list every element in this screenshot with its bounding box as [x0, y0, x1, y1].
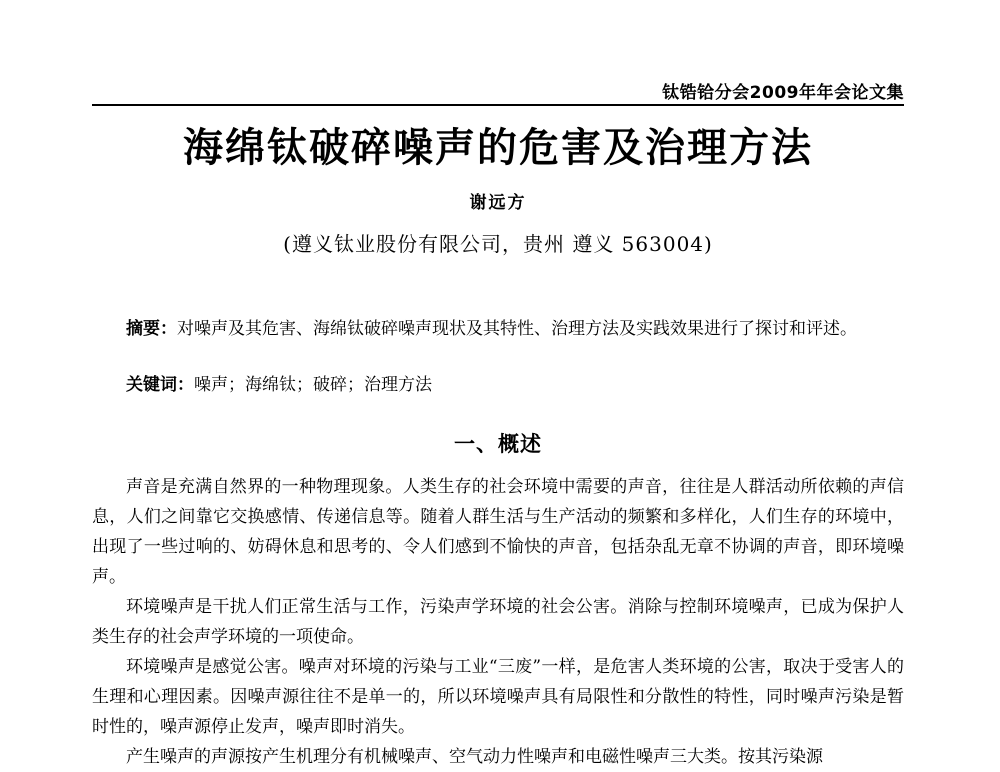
journal-header: 钛锆铪分会2009年年会论文集 [662, 83, 904, 103]
affiliation: (遵义钛业股份有限公司，贵州 遵义 563004) [283, 232, 713, 256]
paragraph: 环境噪声是干扰人们正常生活与工作，污染声学环境的社会公害。消除与控制环境噪声，已成为保护人类生存的社会声学环境的一项使命。 [92, 597, 904, 647]
header-rule [92, 104, 904, 106]
keywords-label: 关键词： [126, 375, 194, 395]
paragraph: 声音是充满自然界的一种物理现象。人类生存的社会环境中需要的声音，往往是人群活动所依赖的声信息，人们之间靠它交换感情、传递信息等。随着人群生活与生产活动的频繁和多样化，人们生存的环境中，出现了一些过响的、妨碍休息和思考的、令人们感到不愉快的声音，包括杂乱无章不协调的声音，即环境噪声。 [92, 477, 904, 587]
section-heading: 一、概述 [454, 432, 542, 456]
paper-title: 海绵钛破碎噪声的危害及治理方法 [183, 124, 813, 171]
author: 谢远方 [469, 193, 527, 213]
keywords-text: 噪声；海绵钛；破碎；治理方法 [194, 375, 432, 395]
abstract-text: 对噪声及其危害、海绵钛破碎噪声现状及其特性、治理方法及实践效果进行了探讨和评述。 [177, 319, 857, 339]
paragraph: 环境噪声是感觉公害。噪声对环境的污染与工业“三废”一样，是危害人类环境的公害，取决于受害人的生理和心理因素。因噪声源往往不是单一的，所以环境噪声具有局限性和分散性的特性，同时噪声污染是暂时性的，噪声源停止发声，噪声即时消失。 [92, 657, 904, 737]
paragraph: 产生噪声的声源按产生机理分有机械噪声、空气动力性噪声和电磁性噪声三大类。按其污染源 [126, 747, 823, 767]
abstract [92, 315, 904, 343]
abstract-label: 摘要： [126, 319, 177, 339]
keywords [126, 371, 432, 399]
body-text [92, 472, 904, 772]
